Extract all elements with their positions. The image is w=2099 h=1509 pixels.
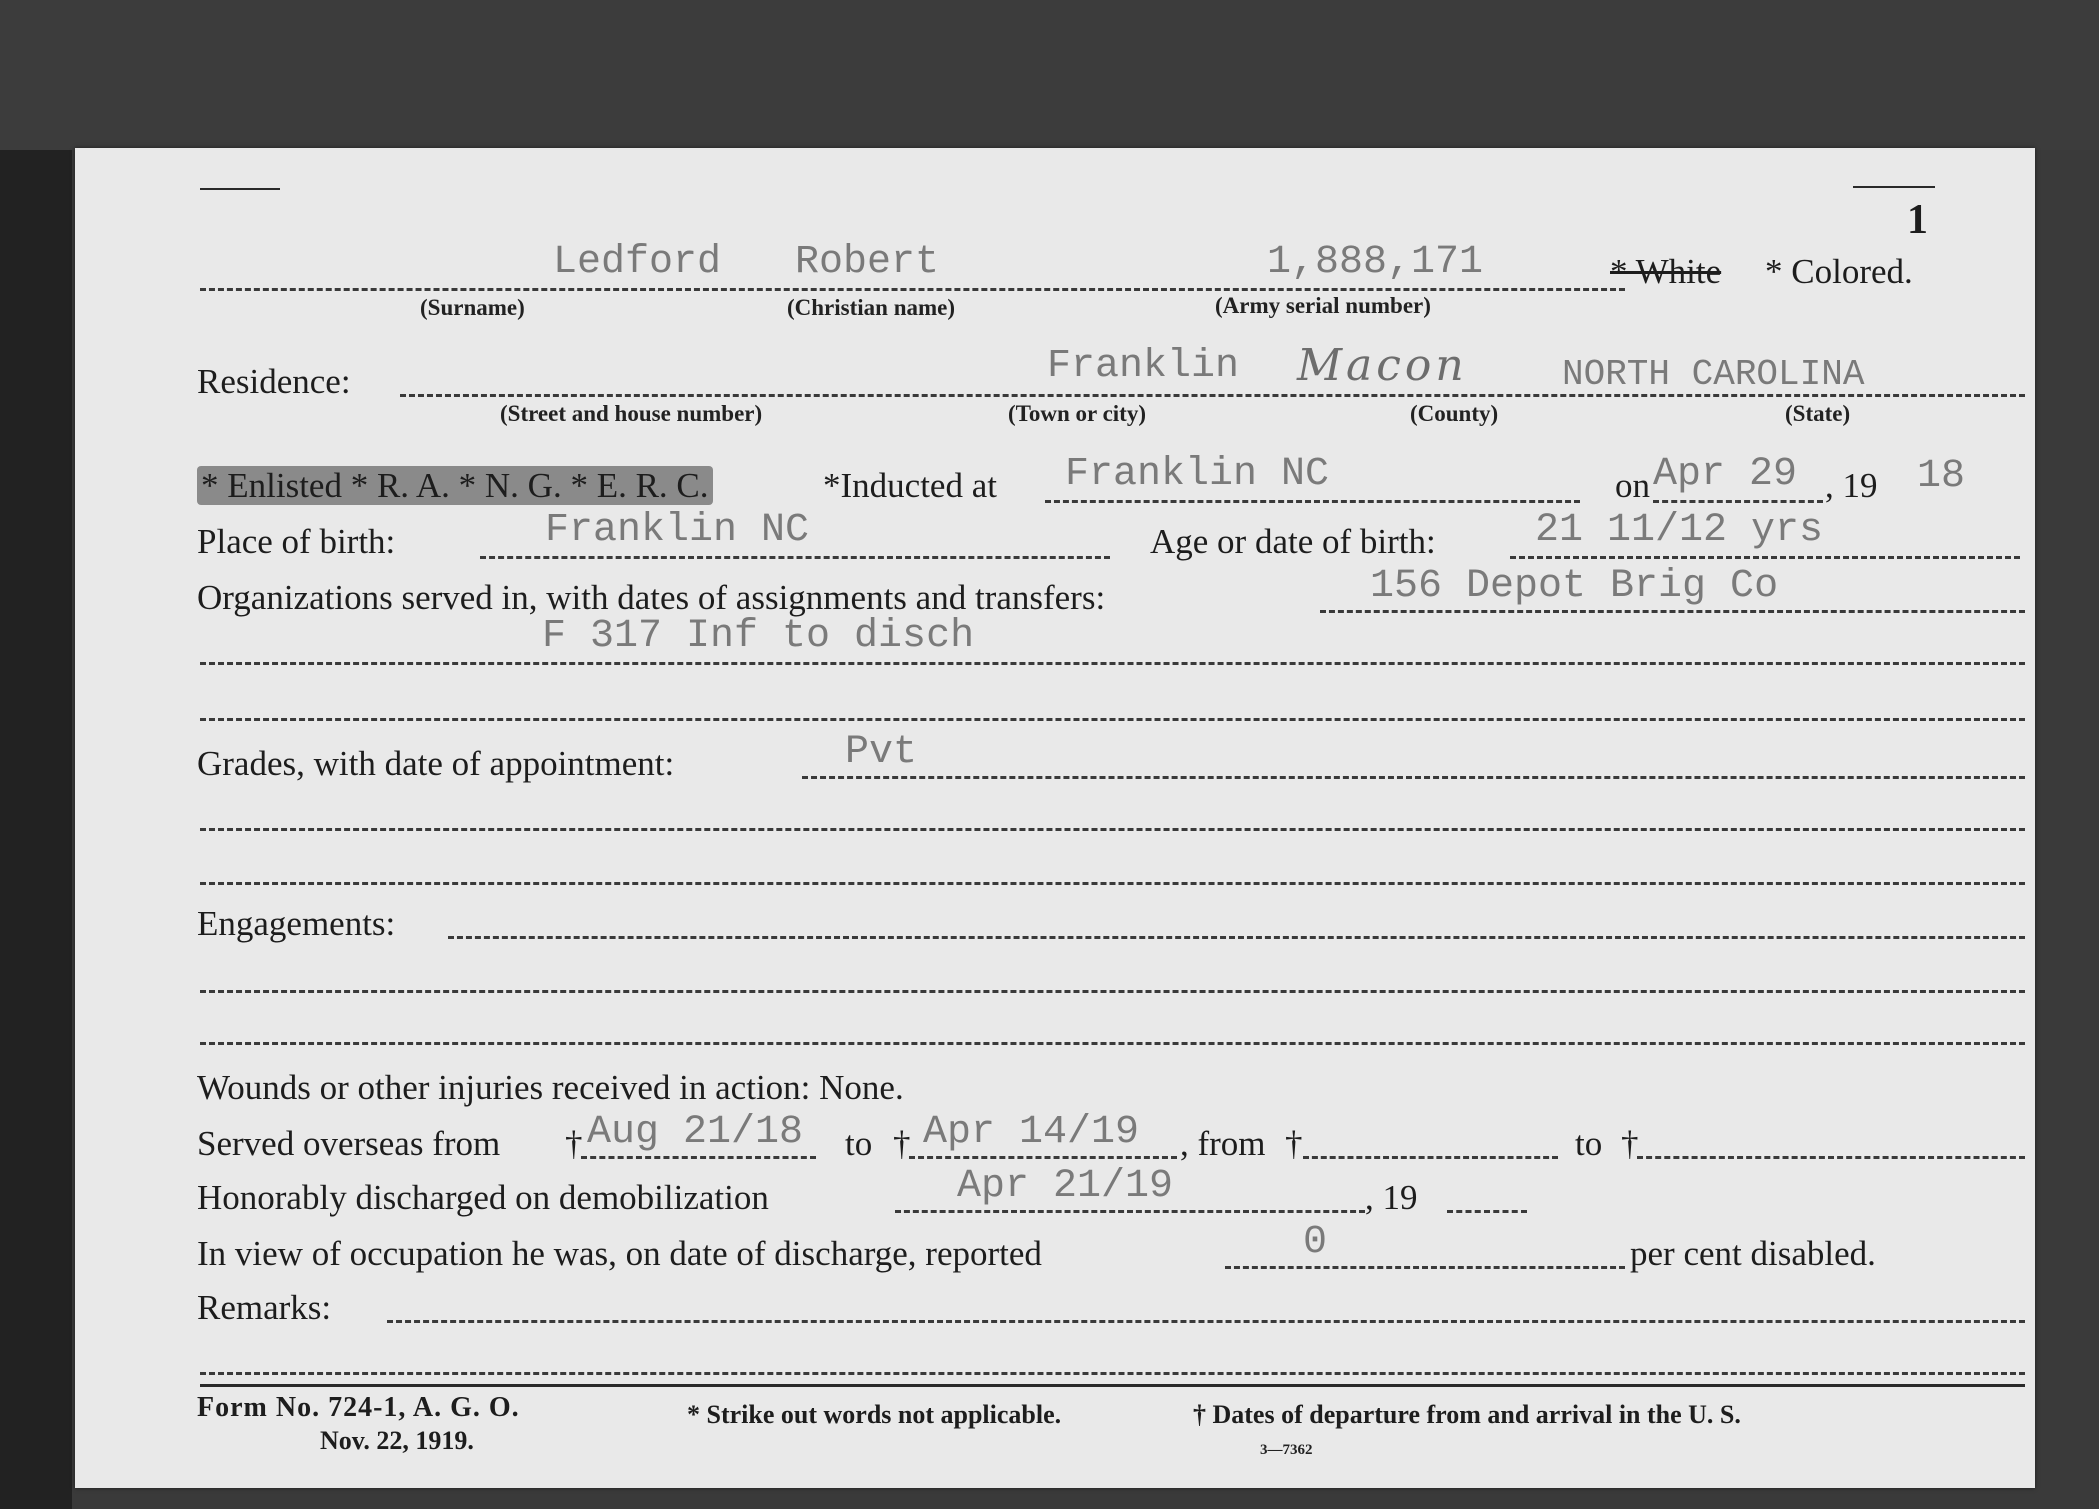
serial-number-label: (Army serial number) bbox=[1215, 293, 1431, 318]
remarks-line-2 bbox=[200, 1372, 2025, 1375]
print-code: 3—7362 bbox=[1260, 1442, 1313, 1458]
serial-number-value: 1,888,171 bbox=[1267, 240, 1484, 285]
age-value: 21 11/12 yrs bbox=[1535, 508, 1824, 553]
disability-line bbox=[1225, 1266, 1625, 1269]
christian-name-label: (Christian name) bbox=[787, 295, 956, 320]
discharge-label: Honorably discharged on demobilization bbox=[197, 1178, 769, 1217]
dagger-mark-1: † bbox=[565, 1124, 583, 1163]
overseas-to2-label: to bbox=[1575, 1124, 1603, 1163]
corner-rule-right bbox=[1853, 186, 1935, 188]
organizations-line-3 bbox=[200, 718, 2025, 721]
discharge-date-value: Apr 21/19 bbox=[957, 1164, 1174, 1209]
scan-background-top bbox=[0, 0, 2099, 150]
state-value: NORTH CAROLINA bbox=[1562, 354, 1865, 395]
overseas-label: Served overseas from bbox=[197, 1124, 501, 1163]
organizations-value-1: 156 Depot Brig Co bbox=[1370, 564, 1779, 609]
discharge-date-line bbox=[895, 1210, 1365, 1213]
organizations-label: Organizations served in, with dates of assignments and transfers: bbox=[197, 578, 1106, 617]
dagger-mark-4: † bbox=[1621, 1124, 1639, 1163]
grades-line-1 bbox=[802, 776, 2025, 779]
organizations-line-2 bbox=[200, 662, 2025, 665]
disability-label: In view of occupation he was, on date of discharge, reported bbox=[197, 1234, 1042, 1273]
state-label: (State) bbox=[1785, 401, 1851, 426]
overseas-from-value: Aug 21/18 bbox=[587, 1110, 804, 1155]
footer-rule bbox=[200, 1384, 2025, 1387]
overseas-to-value: Apr 14/19 bbox=[923, 1110, 1140, 1155]
strike-out-note: * Strike out words not applicable. bbox=[687, 1400, 1062, 1429]
engagements-label: Engagements: bbox=[197, 904, 396, 943]
race-white-option: * White bbox=[1610, 252, 1722, 291]
organizations-value-2: F 317 Inf to disch bbox=[542, 614, 975, 659]
card-number: 1 bbox=[1907, 197, 1928, 243]
birth-place-label: Place of birth: bbox=[197, 522, 396, 561]
engagements-line-1 bbox=[448, 936, 2025, 939]
form-date: Nov. 22, 1919. bbox=[320, 1426, 474, 1455]
grades-label: Grades, with date of appointment: bbox=[197, 744, 675, 783]
age-line bbox=[1510, 556, 2020, 559]
grades-line-3 bbox=[200, 882, 2025, 885]
christian-name-value: Robert bbox=[795, 240, 940, 285]
inducted-place-value: Franklin NC bbox=[1065, 452, 1330, 497]
name-line bbox=[200, 288, 1625, 291]
birth-place-line bbox=[480, 556, 1110, 559]
street-label: (Street and house number) bbox=[500, 401, 763, 426]
overseas-to-line bbox=[909, 1156, 1177, 1159]
surname-label: (Surname) bbox=[420, 295, 525, 320]
inducted-year-prefix: , 19 bbox=[1825, 466, 1878, 505]
disability-value: 0 bbox=[1303, 1220, 1328, 1265]
organizations-line-1 bbox=[1320, 610, 2025, 613]
inducted-label: *Inducted at bbox=[823, 466, 997, 505]
discharge-year-line bbox=[1447, 1210, 1527, 1213]
overseas-from2-line bbox=[1303, 1156, 1558, 1159]
corner-rule bbox=[200, 188, 280, 190]
overseas-to2-line bbox=[1637, 1156, 2025, 1159]
dagger-note: † Dates of departure from and arrival in the U. S. bbox=[1193, 1400, 1741, 1429]
remarks-label: Remarks: bbox=[197, 1288, 332, 1327]
inducted-line bbox=[1045, 500, 1580, 503]
age-label: Age or date of birth: bbox=[1150, 522, 1436, 561]
wounds-label: Wounds or other injuries received in action: None. bbox=[197, 1068, 904, 1107]
inducted-year-value: 18 bbox=[1917, 454, 1966, 499]
inducted-date-line bbox=[1653, 500, 1823, 503]
surname-value: Ledford bbox=[553, 240, 722, 285]
engagements-line-3 bbox=[200, 1042, 2025, 1045]
grades-value: Pvt bbox=[845, 730, 918, 775]
grades-line-2 bbox=[200, 828, 2025, 831]
on-label: on bbox=[1615, 466, 1650, 505]
residence-label: Residence: bbox=[197, 362, 351, 401]
overseas-from-line bbox=[581, 1156, 816, 1159]
scan-background-left bbox=[0, 0, 72, 1509]
form-number: Form No. 724-1, A. G. O. bbox=[197, 1392, 520, 1423]
dagger-mark-2: † bbox=[893, 1124, 911, 1163]
overseas-to-label: to bbox=[845, 1124, 873, 1163]
discharge-year-prefix: , 19 bbox=[1365, 1178, 1418, 1217]
town-value: Franklin bbox=[1047, 344, 1240, 389]
engagements-line-2 bbox=[200, 990, 2025, 993]
service-record-card bbox=[75, 148, 2035, 1488]
county-value: Macon bbox=[1297, 340, 1468, 391]
disability-suffix: per cent disabled. bbox=[1630, 1234, 1876, 1273]
race-colored-option: * Colored. bbox=[1765, 252, 1913, 291]
town-label: (Town or city) bbox=[1008, 401, 1146, 426]
county-label: (County) bbox=[1410, 401, 1499, 426]
overseas-from2-label: , from bbox=[1180, 1124, 1266, 1163]
birth-place-value: Franklin NC bbox=[545, 508, 810, 553]
inducted-date-value: Apr 29 bbox=[1653, 452, 1798, 497]
remarks-line-1 bbox=[387, 1320, 2025, 1323]
enlisted-options: * Enlisted * R. A. * N. G. * E. R. C. bbox=[197, 466, 713, 506]
dagger-mark-3: † bbox=[1285, 1124, 1303, 1163]
